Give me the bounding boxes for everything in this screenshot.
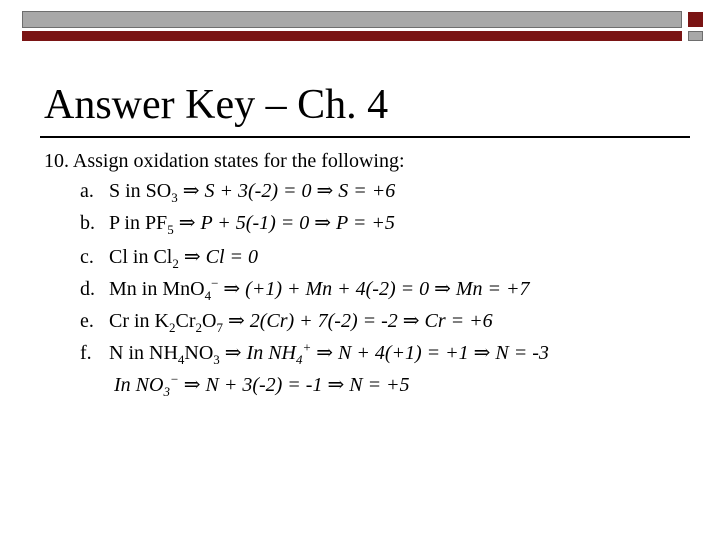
item-prompt: Cl in $Cl_2$ xyxy=(109,246,179,271)
item-prompt: P in $PF_5$ xyxy=(109,212,174,237)
item-prompt: S in $SO_3$ xyxy=(109,180,178,205)
item-work: ⇒ Cl = 0 xyxy=(183,246,259,268)
header-square-red xyxy=(688,12,703,27)
item-prompt: Mn in MnO$_4$− xyxy=(109,275,219,303)
item-prompt: N in $NH_4NO_3$ xyxy=(109,342,220,367)
title-underline xyxy=(40,136,690,138)
header-bar-red xyxy=(22,31,682,41)
item-marker: b. xyxy=(80,212,95,234)
item-marker: f. xyxy=(80,342,92,364)
item-marker: c. xyxy=(80,246,94,268)
item-work: ⇒ (+1) + Mn + 4(-2) = 0 ⇒ Mn = +7 xyxy=(223,278,530,300)
item-marker: d. xyxy=(80,278,95,300)
item-work: ⇒ N + 4(+1) = +1 ⇒ N = -3 xyxy=(316,342,549,364)
header-square-gray xyxy=(688,31,703,41)
list-item-f xyxy=(80,340,549,366)
list-item-e xyxy=(80,308,493,334)
item-marker: e. xyxy=(80,310,94,332)
item-work: ⇒ 2(Cr) + 7(-2) = -2 ⇒ Cr = +6 xyxy=(227,310,493,332)
list-item-d xyxy=(80,276,530,302)
question-text: 10. Assign oxidation states for the following: xyxy=(44,150,405,172)
slide-title: Answer Key – Ch. 4 xyxy=(44,82,389,128)
item-work-prefix: ⇒ In $NH_4^+$ xyxy=(224,339,312,367)
list-item-b xyxy=(80,210,395,236)
list-item-c xyxy=(80,244,258,270)
header-bar-gray xyxy=(22,11,682,28)
list-item-f-continuation xyxy=(114,372,410,398)
item-marker: a. xyxy=(80,180,94,202)
item-work: ⇒ P + 5(-1) = 0 ⇒ P = +5 xyxy=(178,212,395,234)
list-item-a xyxy=(80,178,395,204)
continuation-work: ⇒ N + 3(-2) = -1 ⇒ N = +5 xyxy=(183,374,410,396)
item-work: ⇒ S + 3(-2) = 0 ⇒ S = +6 xyxy=(182,180,396,202)
item-prompt: Cr in $K_2Cr_2O_7$ xyxy=(109,310,223,335)
continuation-prefix: In $NO_3^-$ xyxy=(114,371,179,399)
